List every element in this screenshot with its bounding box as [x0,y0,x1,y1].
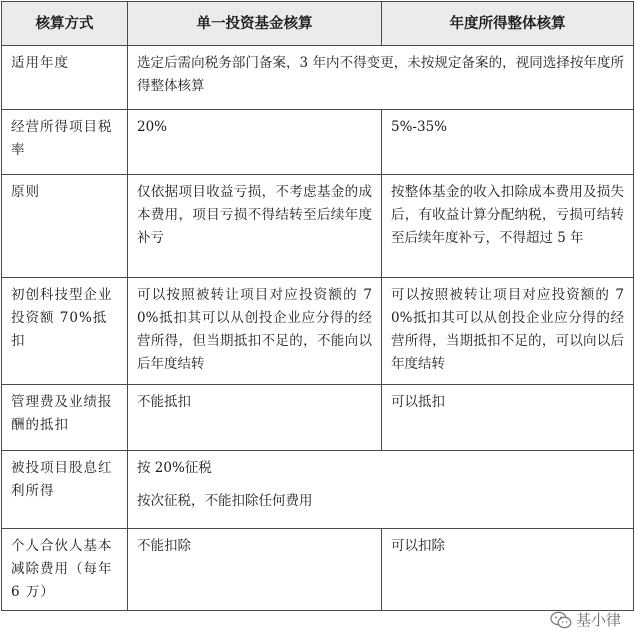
comparison-table [1,1,634,611]
header-method: 核算方式 [2,2,128,46]
table-row [2,529,634,611]
row-label: 原则 [2,175,128,278]
single-fund-cell: 20% [128,110,382,175]
single-fund-cell: 可以按照被转让项目对应投资额的 70%抵扣其可以从创投企业应分得的经营所得，但当期抵扣不足的，不能向以后年度结转 [128,278,382,385]
annual-overall-cell: 可以扣除 [382,529,634,611]
table-row [2,175,634,278]
header-annual-overall: 年度所得整体核算 [382,2,634,46]
watermark-text: 基小律 [575,611,621,629]
header-row [2,2,634,46]
single-fund-cell: 不能扣除 [128,529,382,611]
wechat-icon [550,611,572,629]
merged-line-1: 按 20%征税 [137,460,212,476]
single-fund-cell: 不能抵扣 [128,385,382,451]
header-single-fund: 单一投资基金核算 [128,2,382,46]
row-label: 经营所得项目税率 [2,110,128,175]
merged-cell [128,451,634,529]
row-label: 适用年度 [2,46,128,110]
table-row [2,451,634,529]
row-label: 管理费及业绩报酬的抵扣 [2,385,128,451]
annual-overall-cell: 5%-35% [382,110,634,175]
merged-cell: 选定后需向税务部门备案，3 年内不得变更，未按规定备案的，视同选择按年度所得整体核算 [128,46,634,110]
table-row [2,110,634,175]
annual-overall-cell: 按整体基金的收入扣除成本费用及损失后，有收益计算分配纳税，亏损可结转至后续年度补亏，不得超过 5 年 [382,175,634,278]
row-label: 被投项目股息红利所得 [2,451,128,529]
watermark [550,609,621,630]
table-row [2,46,634,110]
single-fund-cell: 仅依据项目收益亏损，不考虑基金的成本费用，项目亏损不得结转至后续年度补亏 [128,175,382,278]
merged-line-2: 按次征税，不能扣除任何费用 [137,493,313,509]
annual-overall-cell: 可以按照被转让项目对应投资额的 70%抵扣其可以从创投企业应分得的经营所得，当期抵扣不足的，可以向以后年度结转 [382,278,634,385]
row-label: 初创科技型企业投资额 70%抵扣 [2,278,128,385]
annual-overall-cell: 可以抵扣 [382,385,634,451]
row-label: 个人合伙人基本减除费用（每年 6 万） [2,529,128,611]
table-row [2,385,634,451]
table-row [2,278,634,385]
